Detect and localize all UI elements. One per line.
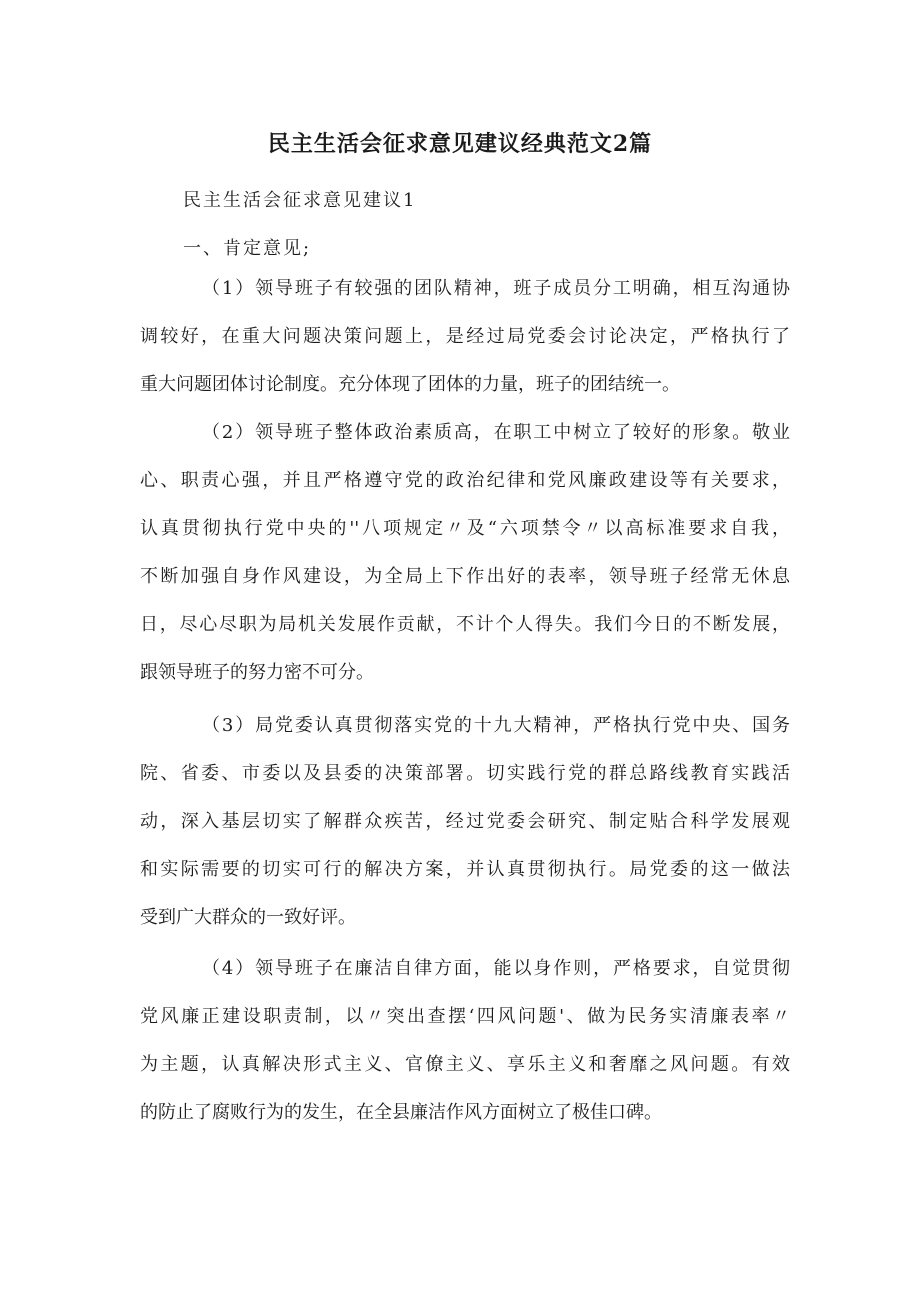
paragraph-line: 认真贯彻执行党中央的''八项规定〃及“六项禁令〃以高标准要求自我， (140, 518, 790, 539)
paragraph-line: 不断加强自身作风建设，为全局上下作出好的表率，领导班子经常无休息 (140, 566, 790, 587)
paragraph-line: （4）领导班子在廉洁自律方面，能以身作则，严格要求，自觉贯彻 (202, 958, 790, 979)
paragraph-line: 日，尽心尽职为局机关发展作贡献，不计个人得失。我们今日的不断发展， (140, 614, 790, 635)
paragraph-line: 和实际需要的切实可行的解决方案，并认真贯彻执行。局党委的这一做法 (140, 859, 790, 880)
paragraph-1 (140, 265, 790, 409)
paragraph-line: （2）领导班子整体政治素质高，在职工中树立了较好的形象。敬业 (202, 422, 790, 443)
subsection-heading: 一、肯定意见; (183, 238, 312, 259)
paragraph-line: 重大问题团体讨论制度。充分体现了团体的力量，班子的团结统一。 (140, 374, 680, 395)
paragraph-line: 调较好，在重大问题决策问题上，是经过局党委会讨论决定，严格执行了 (140, 326, 790, 347)
paragraph-line: 党风廉正建设职责制，以〃突出查摆‘四风问题'、做为民务实清廉表率〃 (140, 1006, 790, 1027)
paragraph-line: （3）局党委认真贯彻落实党的十九大精神，严格执行党中央、国务 (202, 715, 790, 736)
paragraph-line: 动，深入基层切实了解群众疾苦，经过党委会研究、制定贴合科学发展观 (140, 811, 790, 832)
section-heading: 民主生活会征求意见建议1 (183, 190, 417, 211)
paragraph-3 (140, 702, 790, 942)
paragraph-line: 的防止了腐败行为的发生，在全县廉洁作风方面树立了极佳口碑。 (140, 1102, 662, 1123)
paragraph-line: 跟领导班子的努力密不可分。 (140, 662, 374, 683)
paragraph-2 (140, 409, 790, 697)
paragraph-line: 受到广大群众的一致好评。 (140, 907, 356, 928)
paragraph-4 (140, 945, 790, 1137)
paragraph-line: 为主题，认真解决形式主义、官僚主义、享乐主义和奢靡之风问题。有效 (140, 1054, 790, 1075)
paragraph-line: 心、职责心强，并且严格遵守党的政治纪律和党风廉政建设等有关要求， (140, 470, 790, 491)
paragraph-line: （1）领导班子有较强的团队精神，班子成员分工明确，相互沟通协 (202, 278, 790, 299)
paragraph-line: 院、省委、市委以及县委的决策部署。切实践行党的群总路线教育实践活 (140, 763, 790, 784)
document-title: 民主生活会征求意见建议经典范文2篇 (267, 131, 653, 157)
